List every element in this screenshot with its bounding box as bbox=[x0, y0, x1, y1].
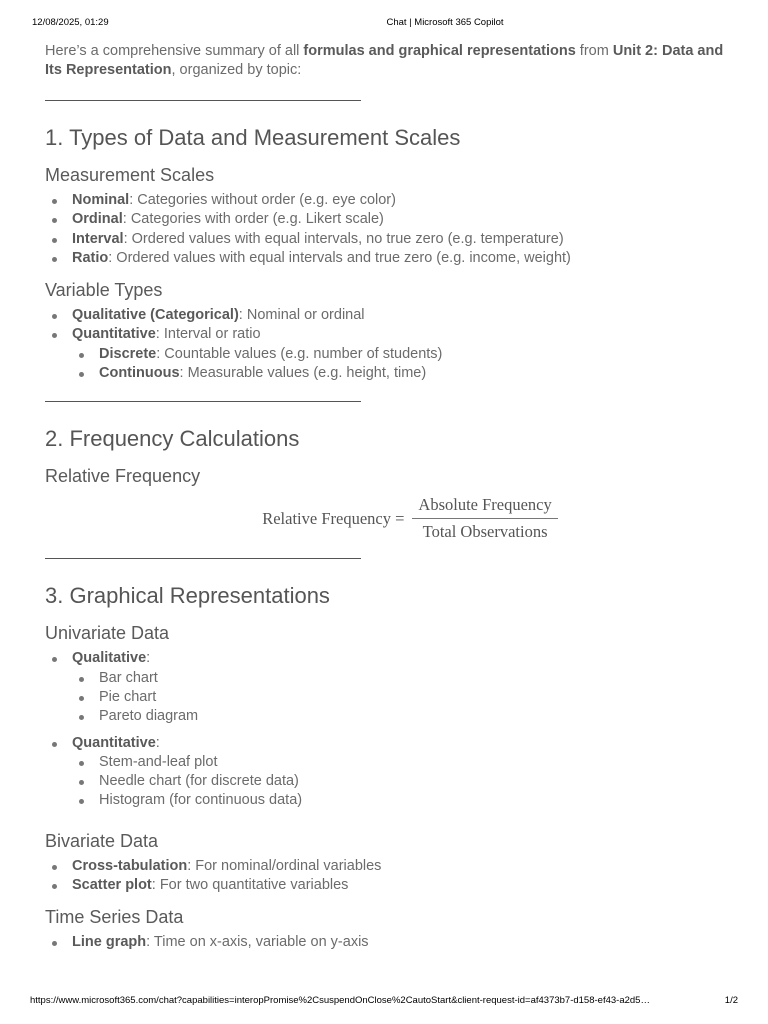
subsection-title: Univariate Data bbox=[45, 623, 170, 644]
list-item bbox=[45, 876, 735, 895]
list-item bbox=[45, 210, 735, 229]
formula-lhs: Relative Frequency = bbox=[262, 508, 405, 528]
section-title: 1. Types of Data and Measurement Scales bbox=[45, 125, 461, 150]
list-item bbox=[45, 734, 735, 811]
term: Cross-tabulation bbox=[72, 857, 188, 874]
description: : Interval or ratio bbox=[155, 326, 261, 343]
intro-bold-1: formulas and graphical representations bbox=[303, 43, 576, 59]
description: : Time on x-axis, variable on y-axis bbox=[146, 934, 369, 951]
list-item bbox=[45, 249, 735, 268]
description: : Nominal or ordinal bbox=[238, 307, 365, 324]
description: : Ordered values with equal intervals, no true zero (e.g. temperature) bbox=[123, 230, 564, 247]
term: Scatter plot bbox=[72, 877, 152, 894]
description: : Measurable values (e.g. height, time) bbox=[179, 365, 427, 382]
print-header bbox=[0, 17, 768, 31]
measurement-scales-list bbox=[45, 191, 735, 268]
list-item: Stem-and-leaf plot bbox=[72, 753, 735, 772]
list-item bbox=[45, 325, 735, 383]
formula-denominator: Total Observations bbox=[422, 522, 548, 542]
relative-frequency-formula bbox=[85, 495, 735, 542]
list-item bbox=[45, 306, 735, 325]
colon: : bbox=[155, 734, 160, 751]
description: : Ordered values with equal intervals and true zero (e.g. income, weight) bbox=[108, 249, 571, 266]
term: Ratio bbox=[72, 249, 109, 266]
page-number: 1/2 bbox=[724, 995, 738, 1006]
bivariate-list bbox=[45, 857, 735, 896]
list-item: Pie chart bbox=[72, 688, 735, 707]
print-footer bbox=[0, 995, 768, 1009]
formula-fraction bbox=[412, 495, 557, 542]
list-item bbox=[45, 649, 735, 726]
nested-list bbox=[72, 345, 735, 384]
subsection-title: Bivariate Data bbox=[45, 830, 159, 851]
list-item: Pareto diagram bbox=[72, 707, 735, 726]
term: Line graph bbox=[72, 934, 147, 951]
list-item bbox=[45, 857, 735, 876]
print-date: 12/08/2025, 01:29 bbox=[32, 17, 109, 28]
term: Quantitative bbox=[72, 734, 156, 751]
list-item: Histogram (for continuous data) bbox=[72, 791, 735, 810]
description: : Categories without order (e.g. eye color) bbox=[129, 192, 396, 208]
term: Ordinal bbox=[72, 211, 123, 228]
divider bbox=[45, 558, 361, 559]
print-title: Chat | Microsoft 365 Copilot bbox=[386, 17, 504, 28]
subsection-title: Time Series Data bbox=[45, 907, 184, 928]
description: : For two quantitative variables bbox=[151, 877, 349, 894]
colon: : bbox=[146, 650, 151, 667]
formula-numerator: Absolute Frequency bbox=[412, 495, 557, 519]
nested-list bbox=[72, 669, 735, 727]
list-item bbox=[72, 345, 735, 364]
list-item bbox=[45, 191, 735, 210]
divider bbox=[45, 401, 361, 402]
subsection-title: Relative Frequency bbox=[45, 466, 201, 487]
print-url: https://www.microsoft365.com/chat?capabilities=interopPromise%2CsuspendOnClose%2CautoStart&client-request-id=af4373b7-d158-ef43-a2d5… bbox=[30, 995, 650, 1006]
intro-paragraph bbox=[45, 42, 735, 80]
term: Quantitative bbox=[72, 326, 156, 343]
list-item: Needle chart (for discrete data) bbox=[72, 772, 735, 791]
document-content bbox=[45, 42, 735, 953]
description: : Categories with order (e.g. Likert scale) bbox=[122, 211, 384, 228]
intro-text-1: Here’s a comprehensive summary of all bbox=[45, 43, 304, 59]
list-item bbox=[45, 933, 735, 952]
list-item bbox=[45, 230, 735, 249]
timeseries-list bbox=[45, 933, 735, 952]
term: Qualitative bbox=[72, 650, 147, 667]
description: : Countable values (e.g. number of students) bbox=[156, 345, 443, 362]
term: Qualitative (Categorical) bbox=[72, 307, 239, 324]
divider bbox=[45, 100, 361, 101]
list-item: Bar chart bbox=[72, 669, 735, 688]
term: Interval bbox=[72, 230, 124, 247]
intro-bold-2: Unit 2: Data and Its Representation bbox=[45, 43, 724, 78]
section-title: 3. Graphical Representations bbox=[45, 583, 330, 609]
term: Continuous bbox=[99, 365, 180, 382]
intro-text-2: from bbox=[575, 43, 613, 59]
intro-text-3: , organized by topic: bbox=[171, 62, 302, 78]
univariate-list bbox=[45, 649, 735, 810]
variable-types-list bbox=[45, 306, 735, 383]
list-item bbox=[72, 364, 735, 383]
subsection-title: Measurement Scales bbox=[45, 165, 215, 185]
section-title: 2. Frequency Calculations bbox=[45, 426, 300, 452]
description: : For nominal/ordinal variables bbox=[187, 857, 382, 874]
term: Nominal bbox=[72, 192, 130, 208]
term: Discrete bbox=[99, 345, 157, 362]
nested-list bbox=[72, 753, 735, 811]
subsection-title: Variable Types bbox=[45, 280, 163, 301]
